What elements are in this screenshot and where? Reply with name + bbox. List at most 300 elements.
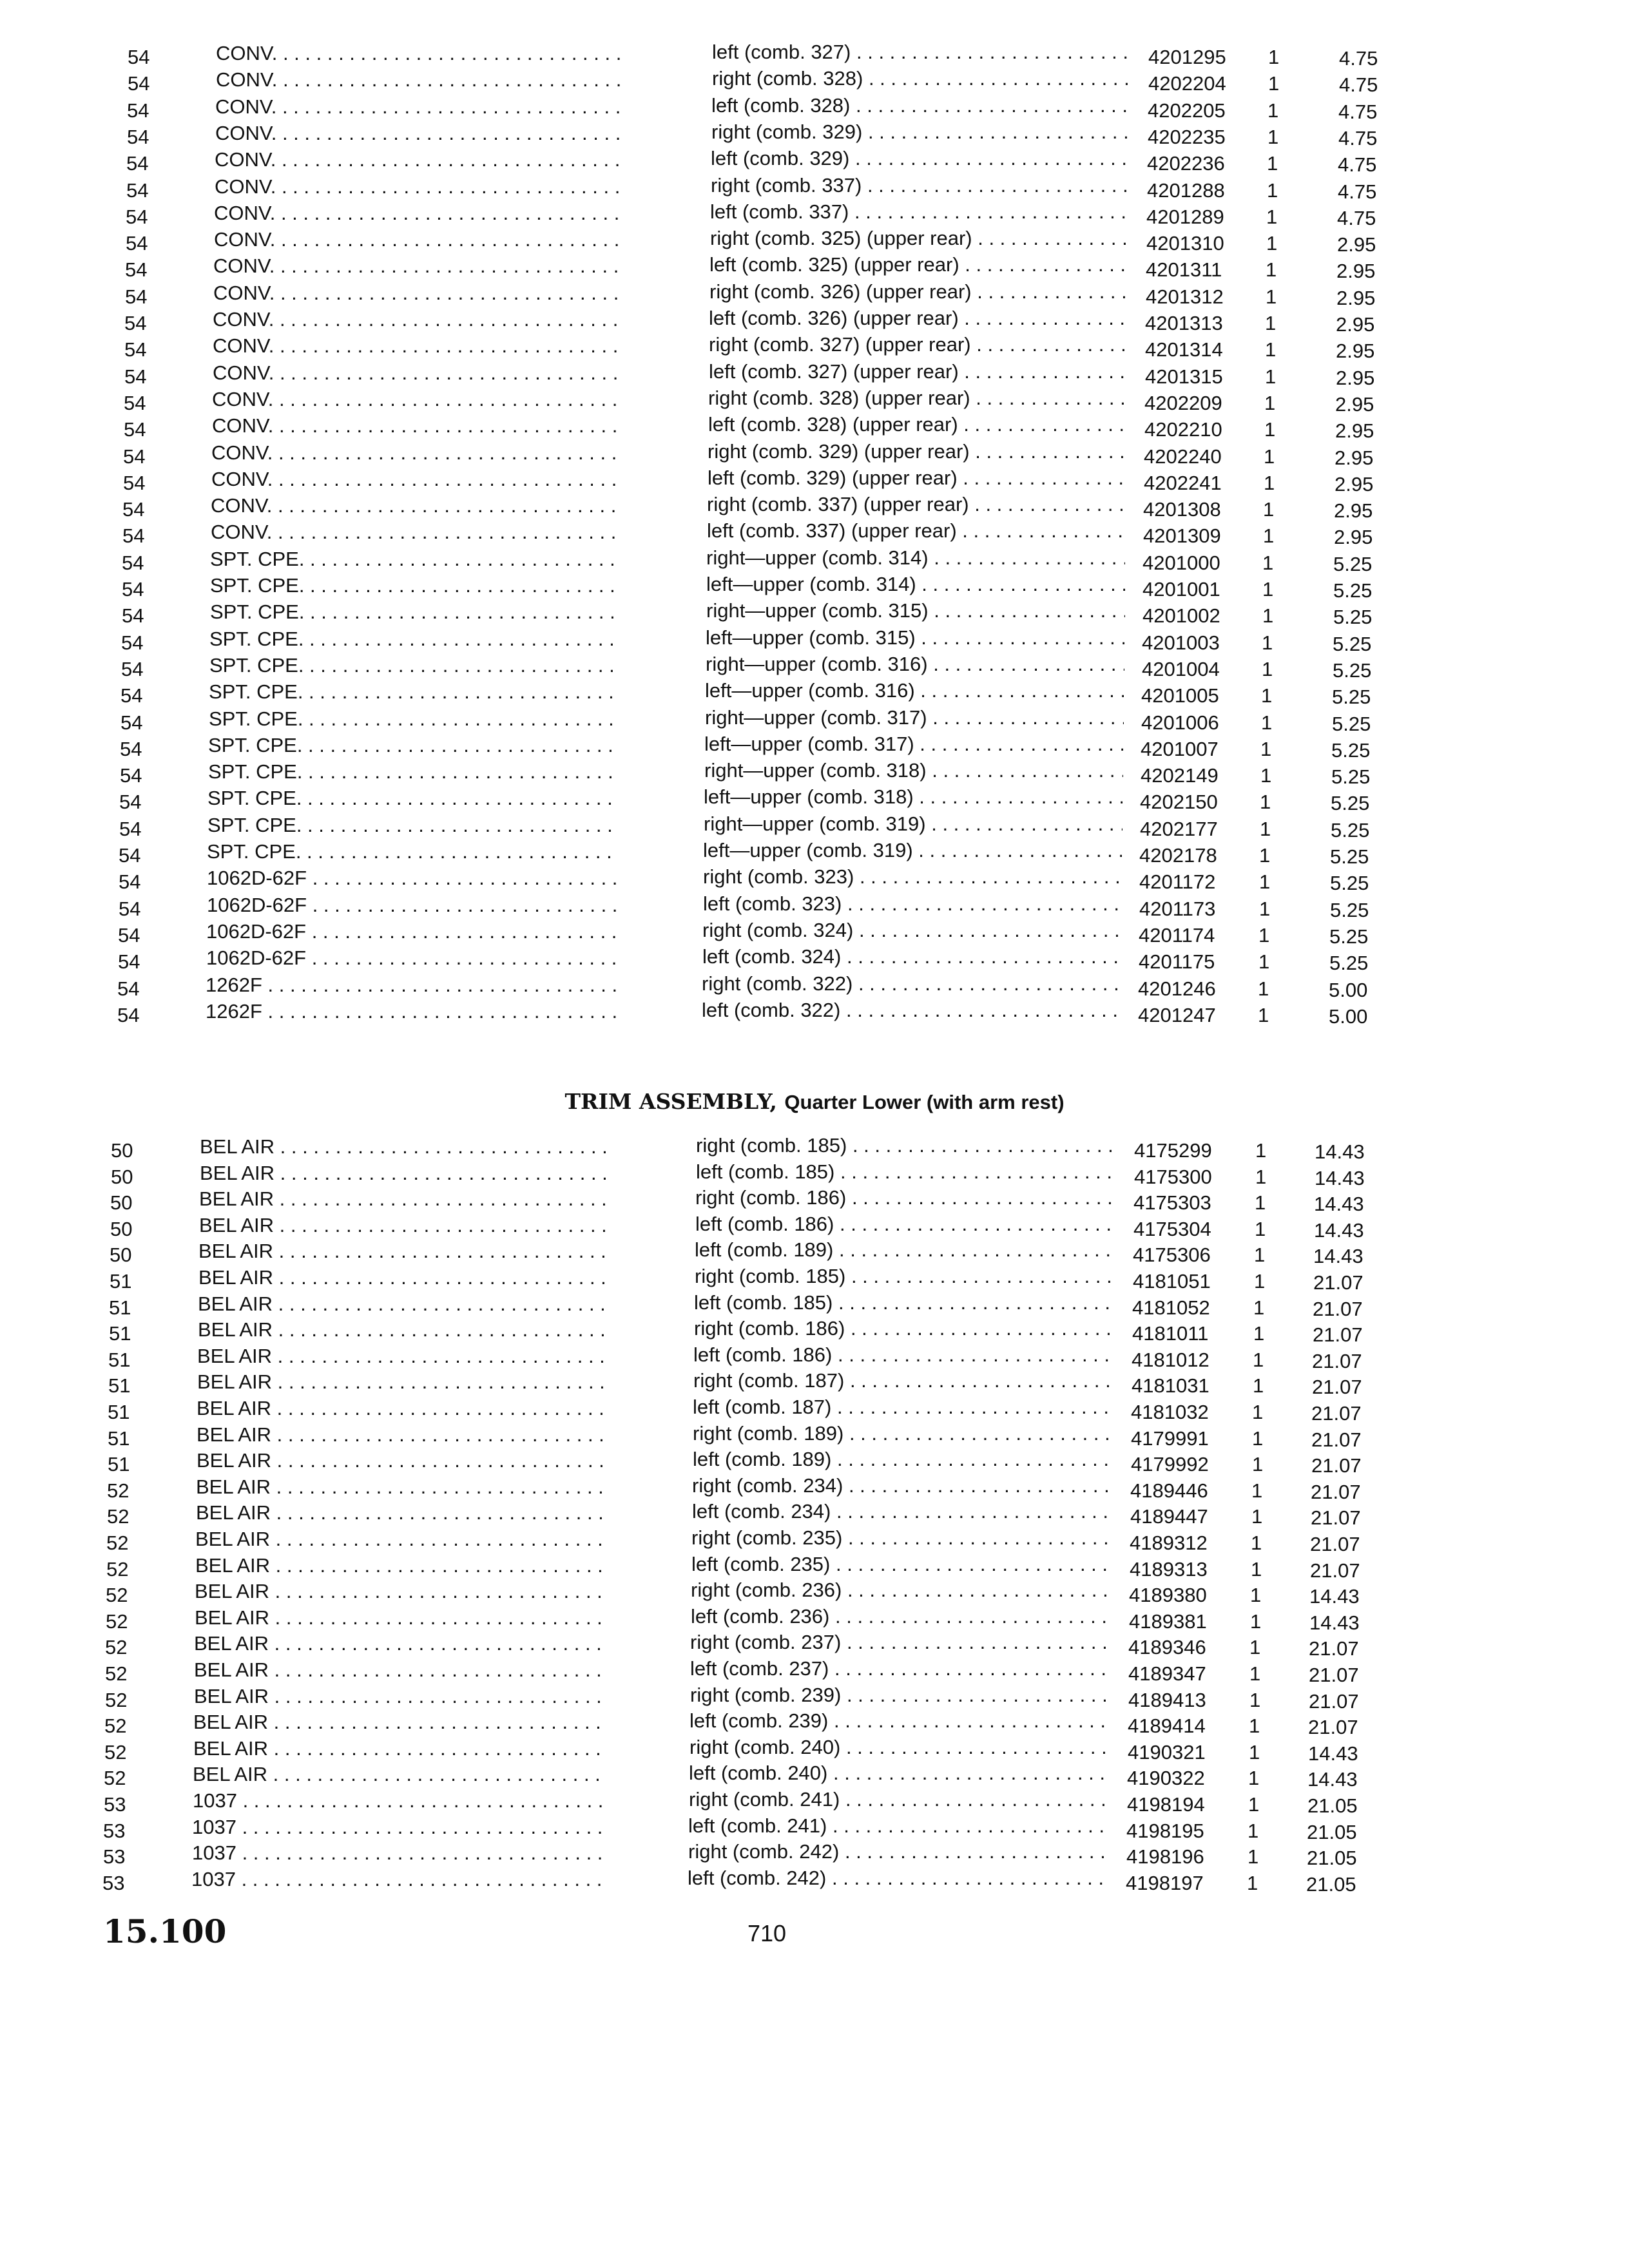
price-cell: 5.25 <box>1330 872 1369 895</box>
price-cell: 2.95 <box>1335 419 1374 443</box>
price-cell: 14.43 <box>1307 1768 1358 1791</box>
quantity-cell: 1 <box>1267 152 1278 175</box>
description-cell: left—upper (comb. 317) . . . <box>704 731 1123 757</box>
year-cell: 52 <box>104 1767 126 1790</box>
description-cell: right (comb. 242) . . . <box>688 1838 1107 1865</box>
table-row <box>0 998 1629 1028</box>
description-cell: right (comb. 186) . . . <box>694 1315 1113 1341</box>
quantity-cell: 1 <box>1260 791 1271 814</box>
description-cell: right (comb. 237) . . . <box>690 1629 1109 1655</box>
model-cell: BEL AIR . . . <box>195 1526 608 1552</box>
description-cell: left (comb. 185) . . . <box>696 1158 1115 1185</box>
model-cell: BEL AIR . . . <box>197 1447 609 1474</box>
year-cell: 54 <box>124 365 147 388</box>
description-cell: left (comb. 234) . . . <box>692 1498 1111 1524</box>
description-cell: right (comb. 234) . . . <box>692 1472 1111 1499</box>
quantity-cell: 1 <box>1266 285 1277 308</box>
model-cell: SPT. CPE. . . . <box>209 678 621 705</box>
price-cell: 21.07 <box>1311 1506 1361 1530</box>
description-cell: right (comb. 323) . . . <box>703 863 1122 890</box>
quantity-cell: 1 <box>1268 46 1280 68</box>
description-cell: left (comb. 328) (upper rear) . . . <box>708 411 1127 437</box>
description-cell: right—upper (comb. 319) . . . <box>704 811 1123 837</box>
part-number-cell: 4198196 <box>1126 1845 1204 1869</box>
price-cell: 14.43 <box>1313 1245 1364 1268</box>
price-cell: 14.43 <box>1315 1140 1365 1163</box>
year-cell: 51 <box>108 1427 130 1450</box>
description-cell: left—upper (comb. 315) . . . <box>706 624 1124 651</box>
model-cell: SPT. CPE. . . . <box>207 812 620 838</box>
quantity-cell: 1 <box>1262 657 1273 680</box>
year-cell: 51 <box>108 1453 130 1476</box>
part-number-cell: 4202178 <box>1139 844 1217 867</box>
price-cell: 21.07 <box>1309 1664 1359 1686</box>
section-code: 15.100 <box>103 1912 227 1950</box>
quantity-cell: 1 <box>1261 684 1273 707</box>
quantity-cell: 1 <box>1251 1557 1262 1581</box>
model-cell: SPT. CPE. . . . <box>209 706 621 732</box>
year-cell: 54 <box>122 498 145 521</box>
part-number-cell: 4201246 <box>1138 977 1216 1000</box>
price-cell: 5.25 <box>1332 712 1371 735</box>
part-number-cell: 4189380 <box>1129 1584 1207 1607</box>
model-cell: CONV. . . . <box>211 466 624 492</box>
quantity-cell: 1 <box>1253 1322 1265 1345</box>
description-cell: left (comb. 239) . . . <box>689 1707 1108 1734</box>
year-cell: 52 <box>105 1688 128 1711</box>
model-cell: BEL AIR . . . <box>193 1761 605 1787</box>
year-cell: 52 <box>107 1505 130 1528</box>
year-cell: 53 <box>103 1845 126 1869</box>
quantity-cell: 1 <box>1266 205 1278 228</box>
year-cell: 54 <box>120 711 143 734</box>
part-number-cell: 4198195 <box>1126 1819 1204 1842</box>
quantity-cell: 1 <box>1248 1793 1260 1816</box>
part-number-cell: 4181012 <box>1132 1348 1210 1371</box>
part-number-cell: 4189346 <box>1128 1636 1206 1659</box>
model-cell: CONV. . . . <box>213 332 625 359</box>
description-cell: right (comb. 240) . . . <box>689 1734 1108 1760</box>
quantity-cell: 1 <box>1251 1532 1262 1554</box>
part-number-cell: 4201311 <box>1146 258 1222 282</box>
model-cell: 1037 . . . <box>193 1787 605 1814</box>
description-cell: right (comb. 189) . . . <box>693 1420 1112 1446</box>
model-cell: CONV. . . . <box>212 386 624 412</box>
model-cell: SPT. CPE. . . . <box>208 732 621 758</box>
model-cell: BEL AIR . . . <box>196 1474 608 1500</box>
quantity-cell: 1 <box>1259 870 1271 894</box>
quantity-cell: 1 <box>1251 1505 1263 1528</box>
part-number-cell: 4201174 <box>1139 923 1215 947</box>
part-number-cell: 4201175 <box>1139 950 1215 974</box>
model-cell: CONV. . . . <box>214 226 626 253</box>
year-cell: 54 <box>125 285 148 308</box>
year-cell: 51 <box>108 1348 131 1371</box>
model-cell: 1037 . . . <box>192 1814 604 1840</box>
part-number-cell: 4202240 <box>1144 445 1222 468</box>
price-cell: 14.43 <box>1309 1611 1360 1634</box>
part-number-cell: 4189347 <box>1128 1662 1206 1685</box>
price-cell: 14.43 <box>1314 1193 1364 1216</box>
price-cell: 21.05 <box>1307 1820 1357 1843</box>
quantity-cell: 1 <box>1251 1479 1263 1502</box>
price-cell: 5.25 <box>1331 792 1370 815</box>
price-cell: 4.75 <box>1338 126 1378 149</box>
part-number-cell: 4181031 <box>1132 1374 1210 1398</box>
part-number-cell: 4201310 <box>1146 232 1224 255</box>
model-cell: BEL AIR . . . <box>195 1578 607 1604</box>
year-cell: 53 <box>103 1819 126 1842</box>
price-cell: 2.95 <box>1336 260 1376 283</box>
description-cell: left (comb. 186) . . . <box>695 1211 1114 1237</box>
model-cell: BEL AIR . . . <box>200 1133 612 1160</box>
year-cell: 54 <box>126 205 148 228</box>
description-cell: left—upper (comb. 316) . . . <box>705 677 1124 704</box>
price-cell: 21.07 <box>1313 1271 1364 1294</box>
quantity-cell: 1 <box>1255 1191 1266 1215</box>
part-number-cell: 4202177 <box>1140 817 1218 840</box>
part-number-cell: 4175304 <box>1133 1217 1211 1240</box>
year-cell: 54 <box>119 817 142 840</box>
price-cell: 21.07 <box>1310 1559 1360 1582</box>
model-cell: CONV. . . . <box>211 492 623 519</box>
part-number-cell: 4202209 <box>1144 391 1222 414</box>
year-cell: 54 <box>120 737 142 760</box>
part-number-cell: 4175299 <box>1134 1139 1212 1162</box>
part-number-cell: 4179992 <box>1131 1453 1209 1476</box>
description-cell: left (comb. 328) . . . <box>711 92 1130 119</box>
part-number-cell: 4189381 <box>1129 1610 1207 1633</box>
part-number-cell: 4175300 <box>1134 1165 1212 1188</box>
price-cell: 21.05 <box>1306 1872 1356 1896</box>
page-number: 710 <box>747 1920 787 1946</box>
year-cell: 51 <box>109 1296 131 1319</box>
model-cell: BEL AIR . . . <box>194 1683 606 1709</box>
price-cell: 5.00 <box>1329 1004 1368 1028</box>
year-cell: 54 <box>120 764 142 787</box>
price-cell: 2.95 <box>1336 340 1375 363</box>
quantity-cell: 1 <box>1255 1165 1267 1188</box>
quantity-cell: 1 <box>1252 1401 1264 1423</box>
description-cell: right (comb. 186) . . . <box>695 1184 1114 1211</box>
model-cell: SPT. CPE. . . . <box>207 785 620 811</box>
description-cell: right (comb. 329) . . . <box>711 119 1130 145</box>
price-cell: 21.07 <box>1311 1480 1361 1503</box>
part-number-cell: 4201295 <box>1148 46 1226 68</box>
year-cell: 54 <box>119 897 141 920</box>
description-cell: right (comb. 187) . . . <box>693 1367 1112 1394</box>
description-cell: right (comb. 236) . . . <box>691 1577 1110 1603</box>
year-cell: 54 <box>119 791 142 814</box>
table-row <box>0 1866 1629 1896</box>
quantity-cell: 1 <box>1248 1845 1259 1869</box>
description-cell: left (comb. 186) . . . <box>693 1341 1112 1368</box>
part-number-cell: 4189447 <box>1130 1505 1208 1528</box>
model-cell: 1037 . . . <box>192 1840 604 1866</box>
price-cell: 21.07 <box>1312 1376 1362 1399</box>
description-cell: right (comb. 337) . . . <box>711 172 1130 198</box>
model-cell: CONV. . . . <box>213 306 625 332</box>
price-cell: 5.25 <box>1331 818 1370 841</box>
year-cell: 54 <box>124 338 147 361</box>
part-number-cell: 4201004 <box>1142 657 1220 680</box>
year-cell: 54 <box>121 631 144 654</box>
part-number-cell: 4201003 <box>1142 631 1220 654</box>
quantity-cell: 1 <box>1266 258 1277 282</box>
price-cell: 21.07 <box>1309 1637 1359 1660</box>
part-number-cell: 4179991 <box>1131 1427 1209 1450</box>
price-cell: 14.43 <box>1314 1218 1364 1242</box>
part-number-cell: 4201005 <box>1141 684 1219 707</box>
quantity-cell: 1 <box>1249 1715 1260 1738</box>
model-cell: SPT. CPE. . . . <box>209 626 622 652</box>
price-cell: 5.25 <box>1333 606 1373 629</box>
model-cell: 1062D-62F . . . <box>207 865 619 891</box>
year-cell: 50 <box>110 1217 133 1240</box>
year-cell: 53 <box>102 1871 125 1894</box>
quantity-cell: 1 <box>1264 471 1275 494</box>
price-cell: 2.95 <box>1335 446 1374 469</box>
year-cell: 54 <box>126 178 149 202</box>
price-cell: 14.43 <box>1308 1742 1358 1765</box>
year-cell: 52 <box>106 1584 128 1607</box>
model-cell: BEL AIR . . . <box>194 1657 606 1683</box>
description-cell: left (comb. 236) . . . <box>691 1603 1110 1629</box>
part-number-cell: 4201172 <box>1139 870 1216 894</box>
year-cell: 54 <box>120 684 143 707</box>
quantity-cell: 1 <box>1248 1767 1260 1790</box>
quantity-cell: 1 <box>1247 1871 1258 1894</box>
model-cell: SPT. CPE. . . . <box>207 838 619 865</box>
price-cell: 2.95 <box>1336 286 1376 309</box>
description-cell: left (comb. 337) (upper rear) . . . <box>707 517 1126 544</box>
year-cell: 54 <box>127 99 149 122</box>
description-cell: left (comb. 241) . . . <box>688 1812 1107 1839</box>
part-number-cell: 4201288 <box>1147 178 1225 202</box>
description-cell: left (comb. 326) (upper rear) . . . <box>709 305 1128 331</box>
year-cell: 52 <box>106 1557 129 1581</box>
quantity-cell: 1 <box>1258 1003 1269 1026</box>
part-number-cell: 4202241 <box>1144 471 1222 494</box>
price-cell: 2.95 <box>1335 392 1374 416</box>
quantity-cell: 1 <box>1249 1688 1261 1711</box>
model-cell: CONV. . . . <box>216 66 628 93</box>
price-cell: 5.25 <box>1332 686 1371 709</box>
model-cell: CONV. . . . <box>212 412 624 439</box>
quantity-cell: 1 <box>1263 498 1275 521</box>
quantity-cell: 1 <box>1268 99 1279 122</box>
quantity-cell: 1 <box>1248 1819 1259 1842</box>
part-number-cell: 4202236 <box>1147 152 1225 175</box>
description-cell: left—upper (comb. 314) . . . <box>706 571 1125 597</box>
description-cell: left (comb. 337) . . . <box>710 198 1129 225</box>
price-cell: 2.95 <box>1336 313 1375 336</box>
heading-title: TRIM ASSEMBLY, <box>564 1089 777 1114</box>
part-number-cell: 4198194 <box>1127 1793 1205 1816</box>
quantity-cell: 1 <box>1258 950 1270 974</box>
quantity-cell: 1 <box>1262 578 1274 601</box>
description-cell: left (comb. 189) . . . <box>695 1236 1113 1263</box>
year-cell: 54 <box>126 232 148 255</box>
description-cell: left (comb. 237) . . . <box>690 1655 1109 1682</box>
year-cell: 52 <box>106 1532 129 1554</box>
year-cell: 54 <box>124 391 146 414</box>
model-cell: BEL AIR . . . <box>198 1264 611 1291</box>
part-number-cell: 4201000 <box>1142 551 1220 574</box>
year-cell: 50 <box>110 1191 133 1215</box>
part-number-cell: 4181032 <box>1131 1401 1209 1423</box>
section-heading <box>0 1089 1629 1114</box>
year-cell: 50 <box>111 1139 133 1162</box>
price-cell: 2.95 <box>1336 366 1375 389</box>
year-cell: 54 <box>124 312 147 334</box>
quantity-cell: 1 <box>1253 1296 1265 1319</box>
part-number-cell: 4189313 <box>1130 1557 1208 1581</box>
year-cell: 54 <box>119 844 141 867</box>
model-cell: SPT. CPE. . . . <box>210 546 622 572</box>
quantity-cell: 1 <box>1254 1270 1266 1293</box>
year-cell: 54 <box>128 46 150 68</box>
year-cell: 54 <box>123 471 146 494</box>
price-cell: 21.07 <box>1311 1402 1362 1425</box>
price-cell: 21.07 <box>1312 1349 1362 1372</box>
model-cell: BEL AIR . . . <box>198 1316 610 1343</box>
model-cell: BEL AIR . . . <box>197 1369 610 1395</box>
part-number-cell: 4201173 <box>1139 897 1216 920</box>
description-cell: left (comb. 324) . . . <box>702 943 1121 970</box>
description-cell: right—upper (comb. 314) . . . <box>706 544 1125 571</box>
quantity-cell: 1 <box>1250 1610 1262 1633</box>
price-cell: 14.43 <box>1309 1585 1360 1608</box>
price-cell: 2.95 <box>1334 526 1373 549</box>
description-cell: left (comb. 329) (upper rear) . . . <box>708 465 1126 491</box>
year-cell: 54 <box>123 445 146 468</box>
year-cell: 52 <box>105 1662 128 1685</box>
heading-subtitle: Quarter Lower (with arm rest) <box>784 1091 1065 1113</box>
description-cell: right (comb. 325) (upper rear) . . . <box>710 225 1129 251</box>
year-cell: 54 <box>122 551 144 574</box>
quantity-cell: 1 <box>1259 897 1271 920</box>
price-cell: 4.75 <box>1338 153 1377 177</box>
price-cell: 21.07 <box>1309 1689 1359 1713</box>
quantity-cell: 1 <box>1259 844 1271 867</box>
part-number-cell: 4181011 <box>1132 1322 1209 1345</box>
part-number-cell: 4201313 <box>1145 312 1223 334</box>
part-number-cell: 4175303 <box>1133 1191 1211 1215</box>
model-cell: BEL AIR . . . <box>193 1709 606 1735</box>
quantity-cell: 1 <box>1255 1217 1266 1240</box>
part-number-cell: 4201002 <box>1142 604 1220 628</box>
year-cell: 52 <box>104 1715 127 1738</box>
description-cell: left (comb. 325) (upper rear) . . . <box>709 251 1128 278</box>
year-cell: 54 <box>128 72 150 95</box>
part-number-cell: 4190321 <box>1128 1740 1206 1763</box>
year-cell: 54 <box>118 950 140 974</box>
description-cell: right (comb. 327) (upper rear) . . . <box>709 331 1128 358</box>
model-cell: 1062D-62F . . . <box>207 892 619 918</box>
description-cell: left (comb. 327) . . . <box>712 39 1131 65</box>
part-number-cell: 4201007 <box>1141 737 1219 760</box>
quantity-cell: 1 <box>1254 1244 1266 1267</box>
price-cell: 21.05 <box>1307 1794 1358 1817</box>
quantity-cell: 1 <box>1253 1374 1264 1398</box>
description-cell: left (comb. 329) . . . <box>711 145 1130 171</box>
quantity-cell: 1 <box>1264 445 1275 468</box>
quantity-cell: 1 <box>1258 977 1269 1000</box>
year-cell: 53 <box>104 1793 126 1816</box>
year-cell: 54 <box>122 604 144 628</box>
description-cell: right (comb. 322) . . . <box>702 970 1121 997</box>
year-cell: 50 <box>110 1244 132 1267</box>
description-cell: left (comb. 235) . . . <box>691 1551 1110 1577</box>
quantity-cell: 1 <box>1260 817 1271 840</box>
year-cell: 54 <box>119 870 141 894</box>
description-cell: right (comb. 324) . . . <box>702 917 1121 943</box>
part-number-cell: 4189446 <box>1130 1479 1208 1502</box>
part-number-cell: 4181051 <box>1133 1270 1211 1293</box>
part-number-cell: 4202205 <box>1148 99 1226 122</box>
quantity-cell: 1 <box>1252 1427 1264 1450</box>
quantity-cell: 1 <box>1265 338 1277 361</box>
year-cell: 51 <box>109 1322 131 1345</box>
quantity-cell: 1 <box>1258 923 1270 947</box>
quantity-cell: 1 <box>1262 551 1274 574</box>
part-number-cell: 4202204 <box>1148 72 1226 95</box>
model-cell: 1037 . . . <box>191 1866 604 1892</box>
price-cell: 4.75 <box>1337 206 1376 229</box>
model-cell: BEL AIR . . . <box>198 1238 611 1264</box>
quantity-cell: 1 <box>1265 312 1277 334</box>
part-number-cell: 4198197 <box>1126 1871 1204 1894</box>
price-cell: 5.25 <box>1331 765 1371 789</box>
model-cell: BEL AIR . . . <box>199 1186 612 1212</box>
part-number-cell: 4190322 <box>1127 1767 1205 1790</box>
part-number-cell: 4201247 <box>1138 1003 1216 1026</box>
description-cell: right (comb. 328) . . . <box>712 65 1131 91</box>
year-cell: 54 <box>121 657 144 680</box>
part-number-cell: 4175306 <box>1133 1244 1211 1267</box>
description-cell: left—upper (comb. 319) . . . <box>703 837 1122 863</box>
year-cell: 51 <box>110 1270 132 1293</box>
model-cell: SPT. CPE. . . . <box>210 572 622 599</box>
price-cell: 5.25 <box>1333 552 1373 575</box>
model-cell: CONV. . . . <box>211 519 623 545</box>
year-cell: 54 <box>126 152 149 175</box>
price-cell: 4.75 <box>1338 100 1378 123</box>
description-cell: left (comb. 327) (upper rear) . . . <box>709 358 1128 385</box>
quantity-cell: 1 <box>1262 631 1273 654</box>
model-cell: BEL AIR . . . <box>197 1395 609 1421</box>
part-number-cell: 4202235 <box>1148 125 1226 148</box>
price-cell: 21.07 <box>1308 1716 1358 1739</box>
description-cell: right (comb. 328) (upper rear) . . . <box>708 385 1127 411</box>
description-cell: right (comb. 337) (upper rear) . . . <box>707 491 1126 517</box>
model-cell: 1262F . . . <box>206 998 618 1024</box>
quantity-cell: 1 <box>1266 232 1278 255</box>
quantity-cell: 1 <box>1264 391 1276 414</box>
quantity-cell: 1 <box>1261 711 1273 734</box>
description-cell: left (comb. 242) . . . <box>688 1865 1106 1891</box>
model-cell: 1262F . . . <box>206 972 618 998</box>
description-cell: left (comb. 240) . . . <box>689 1760 1108 1786</box>
model-cell: SPT. CPE. . . . <box>209 652 622 678</box>
description-cell: left—upper (comb. 318) . . . <box>704 783 1123 810</box>
description-cell: right—upper (comb. 315) . . . <box>706 597 1125 624</box>
price-cell: 21.07 <box>1313 1323 1363 1347</box>
model-cell: BEL AIR . . . <box>200 1160 612 1186</box>
description-cell: right (comb. 235) . . . <box>691 1524 1110 1551</box>
part-number-cell: 4201312 <box>1146 285 1224 308</box>
